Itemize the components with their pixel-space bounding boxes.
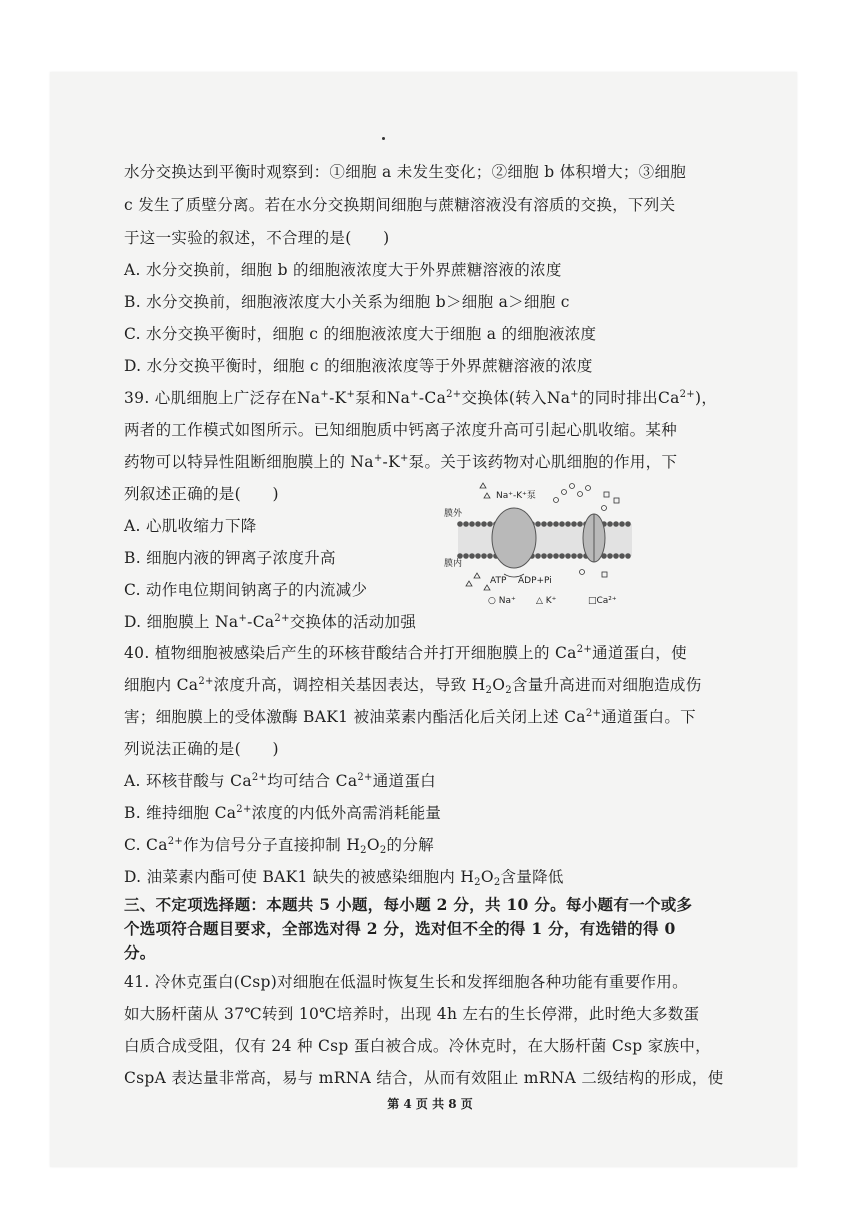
lipid-head [475, 521, 481, 527]
lipid-head [541, 553, 547, 559]
q38-option-d: D. 水分交换平衡时，细胞 c 的细胞液浓度等于外界蔗糖溶液的浓度 [124, 357, 593, 375]
lipid-head [535, 521, 541, 527]
lipid-head [607, 521, 613, 527]
lipid-head [553, 521, 559, 527]
membrane-transport-diagram [444, 468, 644, 608]
lipid-head [487, 553, 493, 559]
section-3-line-2: 个选项符合题目要求，全部选对得 2 分，选对但不全的得 1 分，有选错的得 0 [124, 919, 676, 938]
lipid-head [619, 521, 625, 527]
lipid-head [469, 521, 475, 527]
lipid-head [481, 521, 487, 527]
lipid-head [577, 521, 583, 527]
q41-line-1: 41. 冷休克蛋白(Csp)对细胞在低温时恢复生长和发挥细胞各种功能有重要作用。 [124, 973, 688, 991]
adp-label: ADP+Pi [518, 576, 552, 586]
page-footer: 第 4 页 共 8 页 [387, 1097, 473, 1111]
section-3-line-1: 三、不定项选择题：本题共 5 小题，每小题 2 分，共 10 分。每小题有一个或多 [124, 895, 693, 914]
pump-label: Na⁺-K⁺泵 [496, 491, 536, 501]
lipid-head [571, 521, 577, 527]
lipid-head [463, 553, 469, 559]
lipid-head [625, 553, 631, 559]
lipid-head [541, 521, 547, 527]
lipid-head [619, 553, 625, 559]
q40-line-3: 害；细胞膜上的受体激酶 BAK1 被油菜素内酯活化后关闭上述 $Ca^{2+}$通道蛋白。下 [124, 708, 696, 726]
lipid-head [607, 553, 613, 559]
q39-option-b: B. 细胞内液的钾离子浓度升高 [124, 549, 336, 567]
q38-line-3: 于这一实验的叙述，不合理的是( ) [124, 229, 390, 247]
lipid-head [463, 521, 469, 527]
lipid-head [469, 553, 475, 559]
lipid-head [457, 553, 463, 559]
lipid-head [577, 553, 583, 559]
inside-label: 膜内 [444, 559, 463, 569]
q39-option-d: D. 细胞膜上 $Na^+-Ca^{2+}$交换体的活动加强 [124, 613, 417, 631]
q39-line-2: 两者的工作模式如图所示。已知细胞质中钙离子浓度升高可引起心肌收缩。某种 [124, 421, 678, 439]
q38-option-c: C. 水分交换平衡时，细胞 c 的细胞液浓度大于细胞 a 的细胞液浓度 [124, 325, 597, 343]
lipid-head [565, 553, 571, 559]
q39-option-a: A. 心肌收缩力下降 [124, 517, 257, 535]
lipid-head [613, 521, 619, 527]
lipid-head [481, 553, 487, 559]
q39-option-c: C. 动作电位期间钠离子的内流减少 [124, 581, 368, 599]
q40-option-a: A. 环核苷酸与 $Ca^{2+}$均可结合 $Ca^{2+}$通道蛋白 [124, 772, 436, 790]
q38-line-2: c 发生了质壁分离。若在水分交换期间细胞与蔗糖溶液没有溶质的交换，下列关 [124, 196, 676, 214]
lipid-head [547, 553, 553, 559]
phospholipid-bilayer [457, 521, 632, 559]
q40-option-c: C. $Ca^{2+}$作为信号分子直接抑制 $H_2O_2$的分解 [124, 836, 434, 856]
q41-line-3: 白质合成受阻，仅有 24 种 Csp 蛋白被合成。冷休克时，在大肠杆菌 Csp 家族中， [124, 1037, 711, 1055]
q38-line-1: 水分交换达到平衡时观察到：①细胞 a 未发生变化；②细胞 b 体积增大；③细胞 [124, 163, 687, 181]
atp-label: ATP [490, 576, 507, 586]
q41-line-4: CspA 表达量非常高，易与 mRNA 结合，从而有效阻止 mRNA 二级结构的形成，使 [124, 1069, 724, 1087]
legend-ca: □Ca²⁺ [588, 596, 617, 606]
lipid-head [547, 521, 553, 527]
q39-line-3: 药物可以特异性阻断细胞膜上的 Na+-K+泵。关于该药物对心肌细胞的作用，下 [124, 453, 678, 471]
q41-line-2: 如大肠杆菌从 37℃转到 10℃培养时，出现 4h 左右的生长停滞，此时绝大多数蛋 [124, 1005, 700, 1023]
q40-option-d: D. 油菜素内酯可使 BAK1 缺失的被感染细胞内 $H_2O_2$含量降低 [124, 868, 564, 888]
na-k-pump-protein [492, 508, 536, 568]
lipid-head [487, 521, 493, 527]
lipid-head [613, 553, 619, 559]
q40-line-2: 细胞内 $Ca^{2+}$浓度升高，调控相关基因表达，导致 $H_2O_2$含量升高进而对细胞造成伤 [124, 676, 702, 696]
lipid-head [571, 553, 577, 559]
ink-dot [382, 137, 385, 140]
lipid-head [625, 521, 631, 527]
outside-label: 膜外 [444, 509, 463, 519]
lipid-head [457, 521, 463, 527]
lipid-head [553, 553, 559, 559]
q40-option-b: B. 维持细胞 $Ca^{2+}$浓度的内低外高需消耗能量 [124, 804, 442, 822]
lipid-head [559, 521, 565, 527]
q39-line-1: 39. 心肌细胞上广泛存在Na+-K+泵和$Na^+-Ca^{2+}$交换体(转入Na+的同时排出$Ca^{2+}$)， [124, 389, 718, 407]
lipid-head [475, 553, 481, 559]
lipid-head [565, 521, 571, 527]
q40-line-4: 列说法正确的是( ) [124, 740, 279, 758]
lipid-head [535, 553, 541, 559]
section-3-line-3: 分。 [124, 943, 156, 962]
lipid-head [559, 553, 565, 559]
legend-na: ○ Na⁺ [488, 596, 516, 606]
q38-option-a: A. 水分交换前，细胞 b 的细胞液浓度大于外界蔗糖溶液的浓度 [124, 261, 562, 279]
q39-line-4: 列叙述正确的是( ) [124, 485, 279, 503]
q40-line-1: 40. 植物细胞被感染后产生的环核苷酸结合并打开细胞膜上的 $Ca^{2+}$通道蛋白，使 [124, 644, 687, 662]
legend-k: △ K⁺ [536, 596, 557, 606]
q38-option-b: B. 水分交换前，细胞液浓度大小关系为细胞 b＞细胞 a＞细胞 c [124, 293, 570, 311]
